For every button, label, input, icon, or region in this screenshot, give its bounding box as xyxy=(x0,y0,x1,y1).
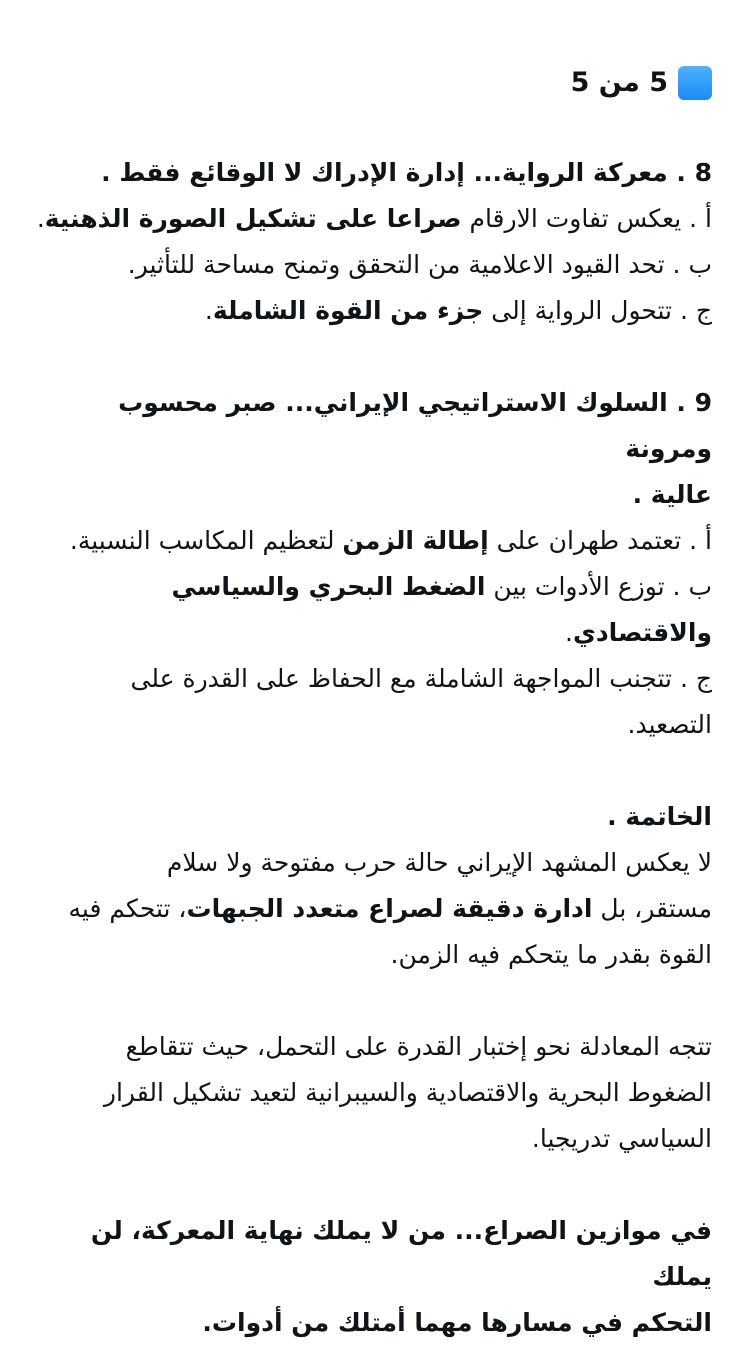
section-9-title-line1: 9 . السلوك الاستراتيجي الإيراني... صبر محسوب ومرونة xyxy=(118,388,712,463)
conclusion-p2-line3: السياسي تدريجيا. xyxy=(531,1124,712,1153)
counter-text: 5 من 5 xyxy=(570,67,668,98)
conclusion xyxy=(36,794,712,1346)
section-9-item-c-line1: ج . تتجنب المواجهة الشاملة مع الحفاظ على القدرة على xyxy=(130,664,712,693)
bold-text: صراعا على تشكيل الصورة الذهنية xyxy=(44,204,462,233)
text: . xyxy=(36,204,45,233)
final-statement-line1: في موازين الصراع... من لا يملك نهاية المعركة، لن يملك xyxy=(90,1216,712,1291)
section-9-item-c-line2: التصعيد. xyxy=(627,710,712,739)
text: ج . تتحول الرواية إلى xyxy=(483,296,712,325)
blue-square-icon xyxy=(678,66,712,100)
text: . xyxy=(564,618,573,647)
text: ، تتحكم فيه xyxy=(68,894,187,923)
bold-text: إطالة الزمن xyxy=(342,526,489,555)
text: لتعظيم المكاسب النسبية. xyxy=(69,526,343,555)
bold-text: ادارة دقيقة لصراع متعدد الجبهات xyxy=(186,894,593,923)
text: أ . يعكس تفاوت الارقام xyxy=(461,204,712,233)
text: . xyxy=(204,296,213,325)
conclusion-p2-line2: الضغوط البحرية والاقتصادية والسيبرانية لتعيد تشكيل القرار xyxy=(103,1078,712,1107)
section-9 xyxy=(36,380,712,748)
section-9-title-line2: عالية . xyxy=(632,480,712,509)
bold-text: الضغط البحري والسياسي xyxy=(171,572,486,601)
bold-text: جزء من القوة الشاملة xyxy=(212,296,484,325)
final-statement-line2: التحكم في مسارها مهما أمتلك من أدوات. xyxy=(202,1308,712,1337)
section-8 xyxy=(36,150,712,334)
bold-text: والاقتصادي xyxy=(572,618,712,647)
text: أ . تعتمد طهران على xyxy=(488,526,712,555)
conclusion-p1-line1: لا يعكس المشهد الإيراني حالة حرب مفتوحة ولا سلام xyxy=(166,848,712,877)
text: مستقر، بل xyxy=(592,894,712,923)
section-8-title: 8 . معركة الرواية... إدارة الإدراك لا الوقائع فقط . xyxy=(101,158,712,187)
section-9-item-b-cont xyxy=(36,610,712,656)
thread-counter xyxy=(36,60,712,106)
section-9-item-b xyxy=(36,564,712,610)
section-8-item-b: ب . تحد القيود الاعلامية من التحقق وتمنح مساحة للتأثير. xyxy=(127,250,712,279)
section-9-item-a xyxy=(36,518,712,564)
conclusion-title: الخاتمة . xyxy=(607,802,712,831)
section-8-item-c xyxy=(36,288,712,334)
conclusion-p2-line1: تتجه المعادلة نحو إختبار القدرة على التحمل، حيث تتقاطع xyxy=(125,1032,712,1061)
text: ب . توزع الأدوات بين xyxy=(485,572,712,601)
section-8-item-a xyxy=(36,196,712,242)
conclusion-p1-line2 xyxy=(36,886,712,932)
conclusion-p1-line3: القوة بقدر ما يتحكم فيه الزمن. xyxy=(390,940,712,969)
